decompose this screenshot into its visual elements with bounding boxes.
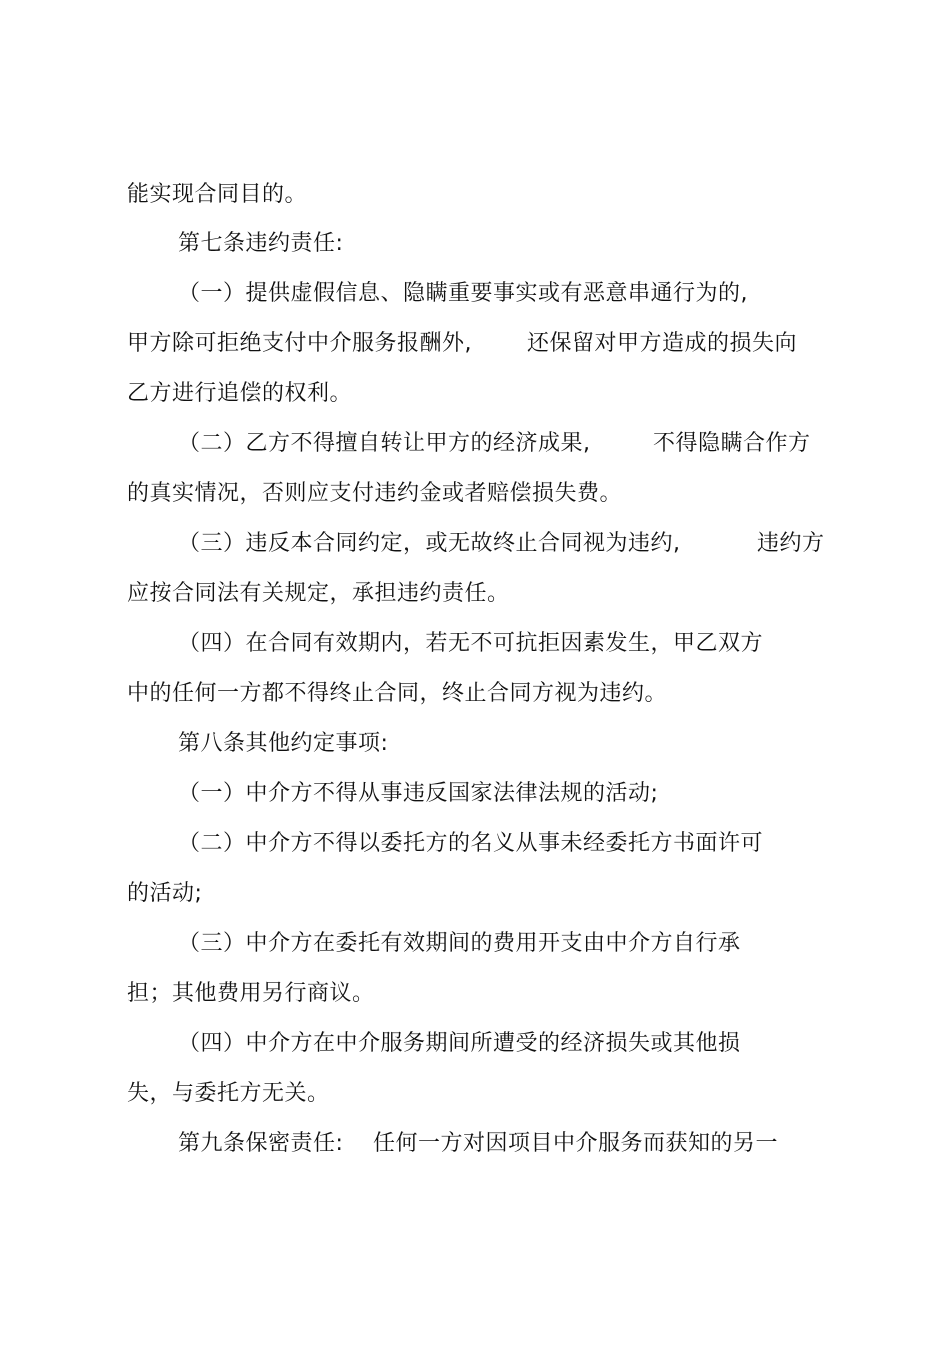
text-line: 还保留对甲方造成的损失向: [527, 331, 798, 356]
text-line: 的活动;: [127, 881, 203, 906]
text-line: （一）中介方不得从事违反国家法律法规的活动;: [178, 781, 659, 806]
article-heading: 第七条违约责任:: [178, 231, 344, 256]
article-heading: 第八条其他约定事项:: [178, 731, 389, 756]
text-line: 任何一方对因项目中介服务而获知的另一: [373, 1131, 779, 1156]
text-line: （二）乙方不得擅自转让甲方的经济成果,: [178, 431, 591, 456]
text-line: 能实现合同目的。: [127, 182, 308, 207]
text-line: 担；其他费用另行商议。: [127, 981, 375, 1006]
text-line: （四）在合同有效期内，若无不可抗拒因素发生，甲乙双方: [178, 631, 764, 656]
text-line: 中的任何一方都不得终止合同，终止合同方视为违约。: [127, 681, 668, 706]
text-line: （一）提供虚假信息、隐瞒重要事实或有恶意串通行为的,: [178, 281, 748, 306]
text-line: （二）中介方不得以委托方的名义从事未经委托方书面许可: [178, 831, 764, 856]
text-line: 失，与委托方无关。: [127, 1081, 330, 1106]
text-line: 应按合同法有关规定，承担违约责任。: [127, 581, 510, 606]
text-line: （三）违反本合同约定，或无故终止合同视为违约,: [178, 531, 681, 556]
text-line: 的真实情况，否则应支付违约金或者赔偿损失费。: [127, 481, 623, 506]
text-line: 不得隐瞒合作方: [653, 431, 811, 456]
article-heading: 第九条保密责任:: [178, 1131, 344, 1156]
text-line: （四）中介方在中介服务期间所遭受的经济损失或其他损: [178, 1031, 741, 1056]
text-line: （三）中介方在委托有效期间的费用开支由中介方自行承: [178, 931, 741, 956]
text-line: 违约方: [757, 531, 825, 556]
text-line: 乙方进行追偿的权利。: [127, 381, 353, 406]
text-line: 甲方除可拒绝支付中介服务报酬外,: [127, 331, 472, 356]
